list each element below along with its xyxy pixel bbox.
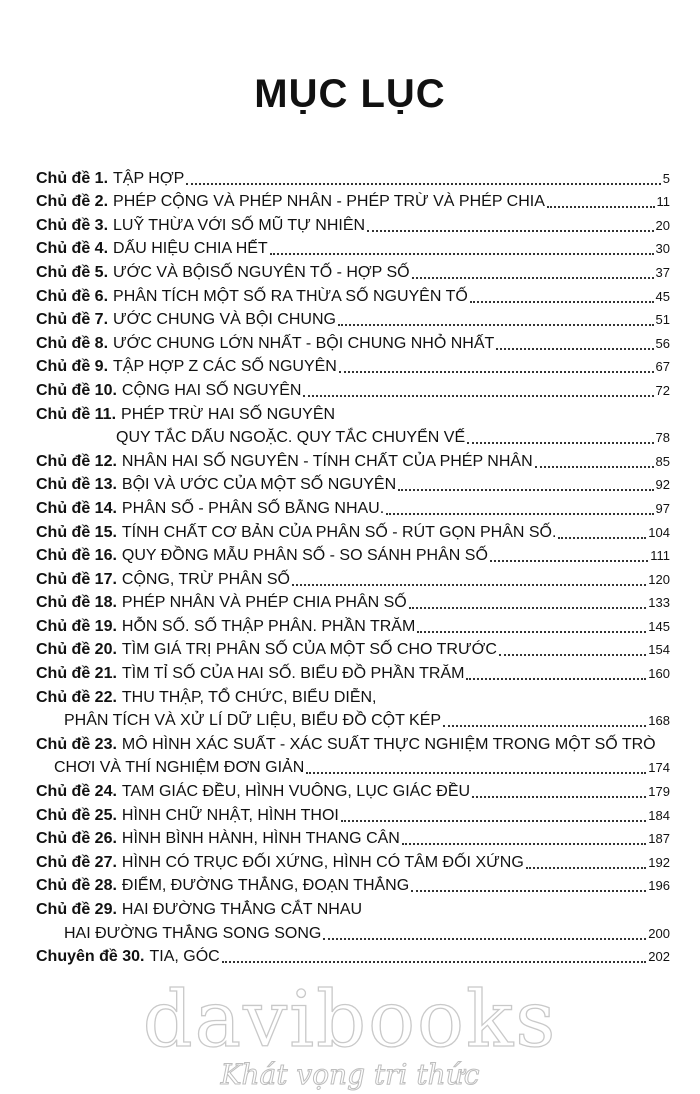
toc-entry-page: 104 bbox=[648, 524, 670, 540]
toc-entry-page: 202 bbox=[648, 949, 670, 965]
toc-entry bbox=[36, 730, 670, 754]
toc-leader-dots bbox=[412, 276, 654, 279]
toc-entry-label: Chủ đề 8. bbox=[36, 334, 109, 352]
toc-entry bbox=[36, 659, 670, 683]
toc-entry-label: Chủ đề 22. bbox=[36, 688, 117, 706]
toc-entry-title: CỘNG, TRỪ PHÂN SỐ bbox=[121, 570, 290, 588]
toc-leader-dots bbox=[339, 370, 654, 373]
toc-entry-label: Chủ đề 10. bbox=[36, 381, 117, 399]
toc-entry-title: CỘNG HAI SỐ NGUYÊN bbox=[121, 381, 302, 399]
table-of-contents bbox=[36, 164, 670, 966]
toc-entry bbox=[36, 447, 670, 471]
toc-entry-title: HỖN SỐ. SỐ THẬP PHÂN. PHẦN TRĂM bbox=[121, 617, 416, 635]
toc-entry-label: Chủ đề 21. bbox=[36, 665, 117, 683]
toc-entry-title-cont: QUY TẮC DẤU NGOẶC. QUY TẮC CHUYỂN VẾ bbox=[116, 429, 466, 447]
toc-entry bbox=[36, 376, 670, 400]
toc-entry bbox=[36, 612, 670, 636]
toc-entry-title: TẬP HỢP Z CÁC SỐ NGUYÊN bbox=[113, 358, 337, 376]
toc-entry-label: Chủ đề 28. bbox=[36, 877, 117, 895]
toc-entry bbox=[36, 258, 670, 282]
toc-leader-dots bbox=[341, 819, 646, 822]
toc-entry-title: PHÉP CỘNG VÀ PHÉP NHÂN - PHÉP TRỪ VÀ PHÉP CHIA bbox=[113, 193, 545, 211]
toc-entry-label: Chủ đề 24. bbox=[36, 783, 117, 801]
toc-entry-page: 85 bbox=[655, 453, 670, 469]
toc-leader-dots bbox=[270, 252, 654, 255]
toc-entry-page: 20 bbox=[655, 217, 670, 233]
toc-entry-title: ĐIỂM, ĐƯỜNG THẲNG, ĐOẠN THẲNG bbox=[121, 877, 410, 895]
toc-entry bbox=[36, 306, 670, 330]
toc-entry-page: 51 bbox=[655, 312, 670, 328]
toc-entry bbox=[36, 848, 670, 872]
toc-entry bbox=[36, 235, 670, 259]
toc-entry-title: DẤU HIỆU CHIA HẾT bbox=[113, 240, 268, 258]
toc-entry-title: NHÂN HAI SỐ NGUYÊN - TÍNH CHẤT CỦA PHÉP NHÂN bbox=[121, 452, 533, 470]
toc-leader-dots bbox=[411, 889, 646, 892]
toc-entry-label: Chủ đề 1. bbox=[36, 169, 109, 187]
toc-entry-title: LUỸ THỪA VỚI SỐ MŨ TỰ NHIÊN bbox=[113, 216, 366, 234]
toc-entry-continuation bbox=[36, 754, 670, 778]
toc-entry-title: TIA, GÓC bbox=[149, 948, 220, 966]
toc-entry-page: 56 bbox=[655, 335, 670, 351]
toc-entry-continuation bbox=[36, 919, 670, 943]
toc-entry bbox=[36, 777, 670, 801]
page-title: MỤC LỤC bbox=[254, 72, 446, 116]
toc-entry-title: TÌM TỈ SỐ CỦA HAI SỐ. BIỂU ĐỒ PHẦN TRĂM bbox=[121, 665, 465, 683]
toc-entry bbox=[36, 872, 670, 896]
toc-entry-title-cont: HAI ĐƯỜNG THẲNG SONG SONG bbox=[64, 924, 322, 942]
toc-leader-dots bbox=[467, 441, 653, 444]
toc-entry bbox=[36, 943, 670, 967]
toc-entry-page: 45 bbox=[655, 288, 670, 304]
toc-entry bbox=[36, 282, 670, 306]
toc-entry bbox=[36, 565, 670, 589]
toc-entry bbox=[36, 895, 670, 919]
toc-entry-page: 145 bbox=[648, 618, 670, 634]
toc-leader-dots bbox=[490, 559, 648, 562]
toc-leader-dots bbox=[496, 347, 653, 350]
toc-entry-label: Chủ đề 15. bbox=[36, 523, 117, 541]
toc-entry-title: QUY ĐỒNG MẪU PHÂN SỐ - SO SÁNH PHÂN SỐ bbox=[121, 547, 488, 565]
toc-entry bbox=[36, 542, 670, 566]
toc-leader-dots bbox=[558, 536, 646, 539]
toc-leader-dots bbox=[535, 465, 654, 468]
toc-entry-page: 196 bbox=[648, 878, 670, 894]
watermark-logo: davibooks bbox=[142, 975, 558, 1065]
toc-leader-dots bbox=[499, 653, 646, 656]
toc-leader-dots bbox=[303, 394, 653, 397]
toc-leader-dots bbox=[386, 512, 653, 515]
toc-entry-label: Chuyên đề 30. bbox=[36, 948, 145, 966]
toc-entry bbox=[36, 188, 670, 212]
toc-entry-page: 111 bbox=[650, 548, 670, 564]
toc-entry bbox=[36, 636, 670, 660]
toc-leader-dots bbox=[402, 842, 646, 845]
toc-entry-page: 97 bbox=[655, 500, 670, 516]
toc-leader-dots bbox=[443, 724, 646, 727]
toc-entry-page: 5 bbox=[662, 170, 670, 186]
toc-entry bbox=[36, 400, 670, 424]
toc-entry-label: Chủ đề 2. bbox=[36, 193, 109, 211]
toc-entry-label: Chủ đề 18. bbox=[36, 594, 117, 612]
toc-entry bbox=[36, 329, 670, 353]
toc-leader-dots bbox=[470, 300, 654, 303]
toc-entry bbox=[36, 801, 670, 825]
toc-entry bbox=[36, 518, 670, 542]
toc-entry-label: Chủ đề 20. bbox=[36, 641, 117, 659]
toc-entry bbox=[36, 683, 670, 707]
toc-entry-title: TÌM GIÁ TRỊ PHÂN SỐ CỦA MỘT SỐ CHO TRƯỚC bbox=[121, 641, 497, 659]
toc-entry-page: 37 bbox=[655, 264, 670, 280]
toc-entry-title-cont: CHƠI VÀ THÍ NGHIỆM ĐƠN GIẢN bbox=[54, 759, 305, 777]
toc-entry-page: 133 bbox=[648, 595, 670, 611]
toc-entry bbox=[36, 353, 670, 377]
toc-leader-dots bbox=[186, 182, 661, 185]
toc-entry-label: Chủ đề 4. bbox=[36, 240, 109, 258]
toc-entry bbox=[36, 494, 670, 518]
toc-leader-dots bbox=[417, 630, 646, 633]
toc-entry bbox=[36, 471, 670, 495]
toc-entry-title-cont: PHÂN TÍCH VÀ XỬ LÍ DỮ LIỆU, BIỂU ĐỒ CỘT KÉP bbox=[64, 712, 442, 730]
toc-entry-page: 184 bbox=[648, 807, 670, 823]
toc-entry-title: TẬP HỢP bbox=[113, 169, 185, 187]
toc-entry-title: PHÉP TRỪ HAI SỐ NGUYÊN bbox=[121, 405, 336, 423]
toc-entry bbox=[36, 164, 670, 188]
toc-entry-title: PHÂN TÍCH MỘT SỐ RA THỪA SỐ NGUYÊN TỐ bbox=[113, 287, 468, 305]
toc-entry-title: TÍNH CHẤT CƠ BẢN CỦA PHÂN SỐ - RÚT GỌN PHÂN SỐ. bbox=[121, 523, 557, 541]
toc-leader-dots bbox=[367, 229, 653, 232]
toc-entry-label: Chủ đề 27. bbox=[36, 853, 117, 871]
toc-entry-label: Chủ đề 17. bbox=[36, 570, 117, 588]
toc-entry-page: 179 bbox=[648, 784, 670, 800]
toc-leader-dots bbox=[306, 771, 646, 774]
toc-leader-dots bbox=[398, 488, 653, 491]
toc-entry bbox=[36, 825, 670, 849]
toc-entry-title: PHÉP NHÂN VÀ PHÉP CHIA PHÂN SỐ bbox=[121, 594, 407, 612]
toc-entry-label: Chủ đề 11. bbox=[36, 405, 117, 423]
toc-entry-label: Chủ đề 13. bbox=[36, 476, 117, 494]
toc-entry-title: THU THẬP, TỔ CHỨC, BIỂU DIỄN, bbox=[121, 688, 377, 706]
toc-entry-title: HÌNH CHỮ NHẬT, HÌNH THOI bbox=[121, 806, 339, 824]
toc-leader-dots bbox=[547, 205, 655, 208]
toc-entry-page: 92 bbox=[655, 477, 670, 493]
toc-entry bbox=[36, 589, 670, 613]
toc-entry-title: ƯỚC CHUNG LỚN NHẤT - BỘI CHUNG NHỎ NHẤT bbox=[113, 334, 495, 352]
toc-entry-page: 78 bbox=[655, 430, 670, 446]
toc-entry-page: 174 bbox=[648, 760, 670, 776]
toc-entry-page: 192 bbox=[648, 854, 670, 870]
toc-entry-label: Chủ đề 25. bbox=[36, 806, 117, 824]
watermark-tagline: Khát vọng tri thức bbox=[220, 1058, 480, 1091]
toc-entry-title: HÌNH BÌNH HÀNH, HÌNH THANG CÂN bbox=[121, 830, 400, 848]
toc-leader-dots bbox=[338, 323, 654, 326]
toc-entry-page: 120 bbox=[648, 571, 670, 587]
toc-entry-title: ƯỚC VÀ BỘISỐ NGUYÊN TỐ - HỢP SỐ bbox=[113, 263, 410, 281]
toc-entry-page: 11 bbox=[656, 194, 670, 210]
toc-entry-label: Chủ đề 19. bbox=[36, 617, 117, 635]
toc-entry-label: Chủ đề 5. bbox=[36, 263, 109, 281]
toc-leader-dots bbox=[323, 937, 646, 940]
toc-entry-page: 187 bbox=[648, 831, 670, 847]
toc-entry-label: Chủ đề 29. bbox=[36, 901, 117, 918]
toc-leader-dots bbox=[466, 677, 646, 680]
toc-entry-label: Chủ đề 6. bbox=[36, 287, 109, 305]
toc-entry-page: 67 bbox=[655, 359, 670, 375]
toc-entry-title: HAI ĐƯỜNG THẲNG CẮT NHAU bbox=[121, 901, 363, 918]
toc-entry-title: HÌNH CÓ TRỤC ĐỐI XỨNG, HÌNH CÓ TÂM ĐỐI XỨNG bbox=[121, 853, 524, 871]
toc-entry-title: PHÂN SỐ - PHÂN SỐ BẰNG NHAU. bbox=[121, 499, 385, 517]
toc-entry-page: 154 bbox=[648, 642, 670, 658]
toc-entry-label: Chủ đề 12. bbox=[36, 452, 117, 470]
toc-entry-label: Chủ đề 26. bbox=[36, 830, 117, 848]
toc-entry-continuation bbox=[36, 424, 670, 448]
toc-entry-title: BỘI VÀ ƯỚC CỦA MỘT SỐ NGUYÊN bbox=[121, 476, 397, 494]
toc-entry-page: 160 bbox=[648, 666, 670, 682]
toc-entry-page: 30 bbox=[655, 241, 670, 257]
toc-entry-label: Chủ đề 23. bbox=[36, 735, 117, 753]
toc-entry-page: 200 bbox=[648, 925, 670, 941]
toc-entry bbox=[36, 211, 670, 235]
toc-leader-dots bbox=[472, 795, 646, 798]
toc-entry-title: MÔ HÌNH XÁC SUẤT - XÁC SUẤT THỰC NGHIỆM TRONG MỘT SỐ TRÒ bbox=[121, 735, 656, 753]
toc-leader-dots bbox=[292, 583, 646, 586]
toc-entry-title: TAM GIÁC ĐỀU, HÌNH VUÔNG, LỤC GIÁC ĐỀU bbox=[121, 783, 471, 801]
toc-leader-dots bbox=[409, 606, 647, 609]
toc-entry-label: Chủ đề 7. bbox=[36, 311, 109, 329]
toc-leader-dots bbox=[222, 960, 647, 963]
toc-entry-continuation bbox=[36, 707, 670, 731]
toc-entry-page: 168 bbox=[648, 713, 670, 729]
toc-entry-page: 72 bbox=[655, 382, 670, 398]
toc-entry-label: Chủ đề 14. bbox=[36, 499, 117, 517]
toc-leader-dots bbox=[526, 866, 647, 869]
toc-entry-label: Chủ đề 3. bbox=[36, 216, 109, 234]
toc-entry-label: Chủ đề 16. bbox=[36, 547, 117, 565]
toc-entry-title: ƯỚC CHUNG VÀ BỘI CHUNG bbox=[113, 311, 336, 329]
toc-entry-label: Chủ đề 9. bbox=[36, 358, 109, 376]
